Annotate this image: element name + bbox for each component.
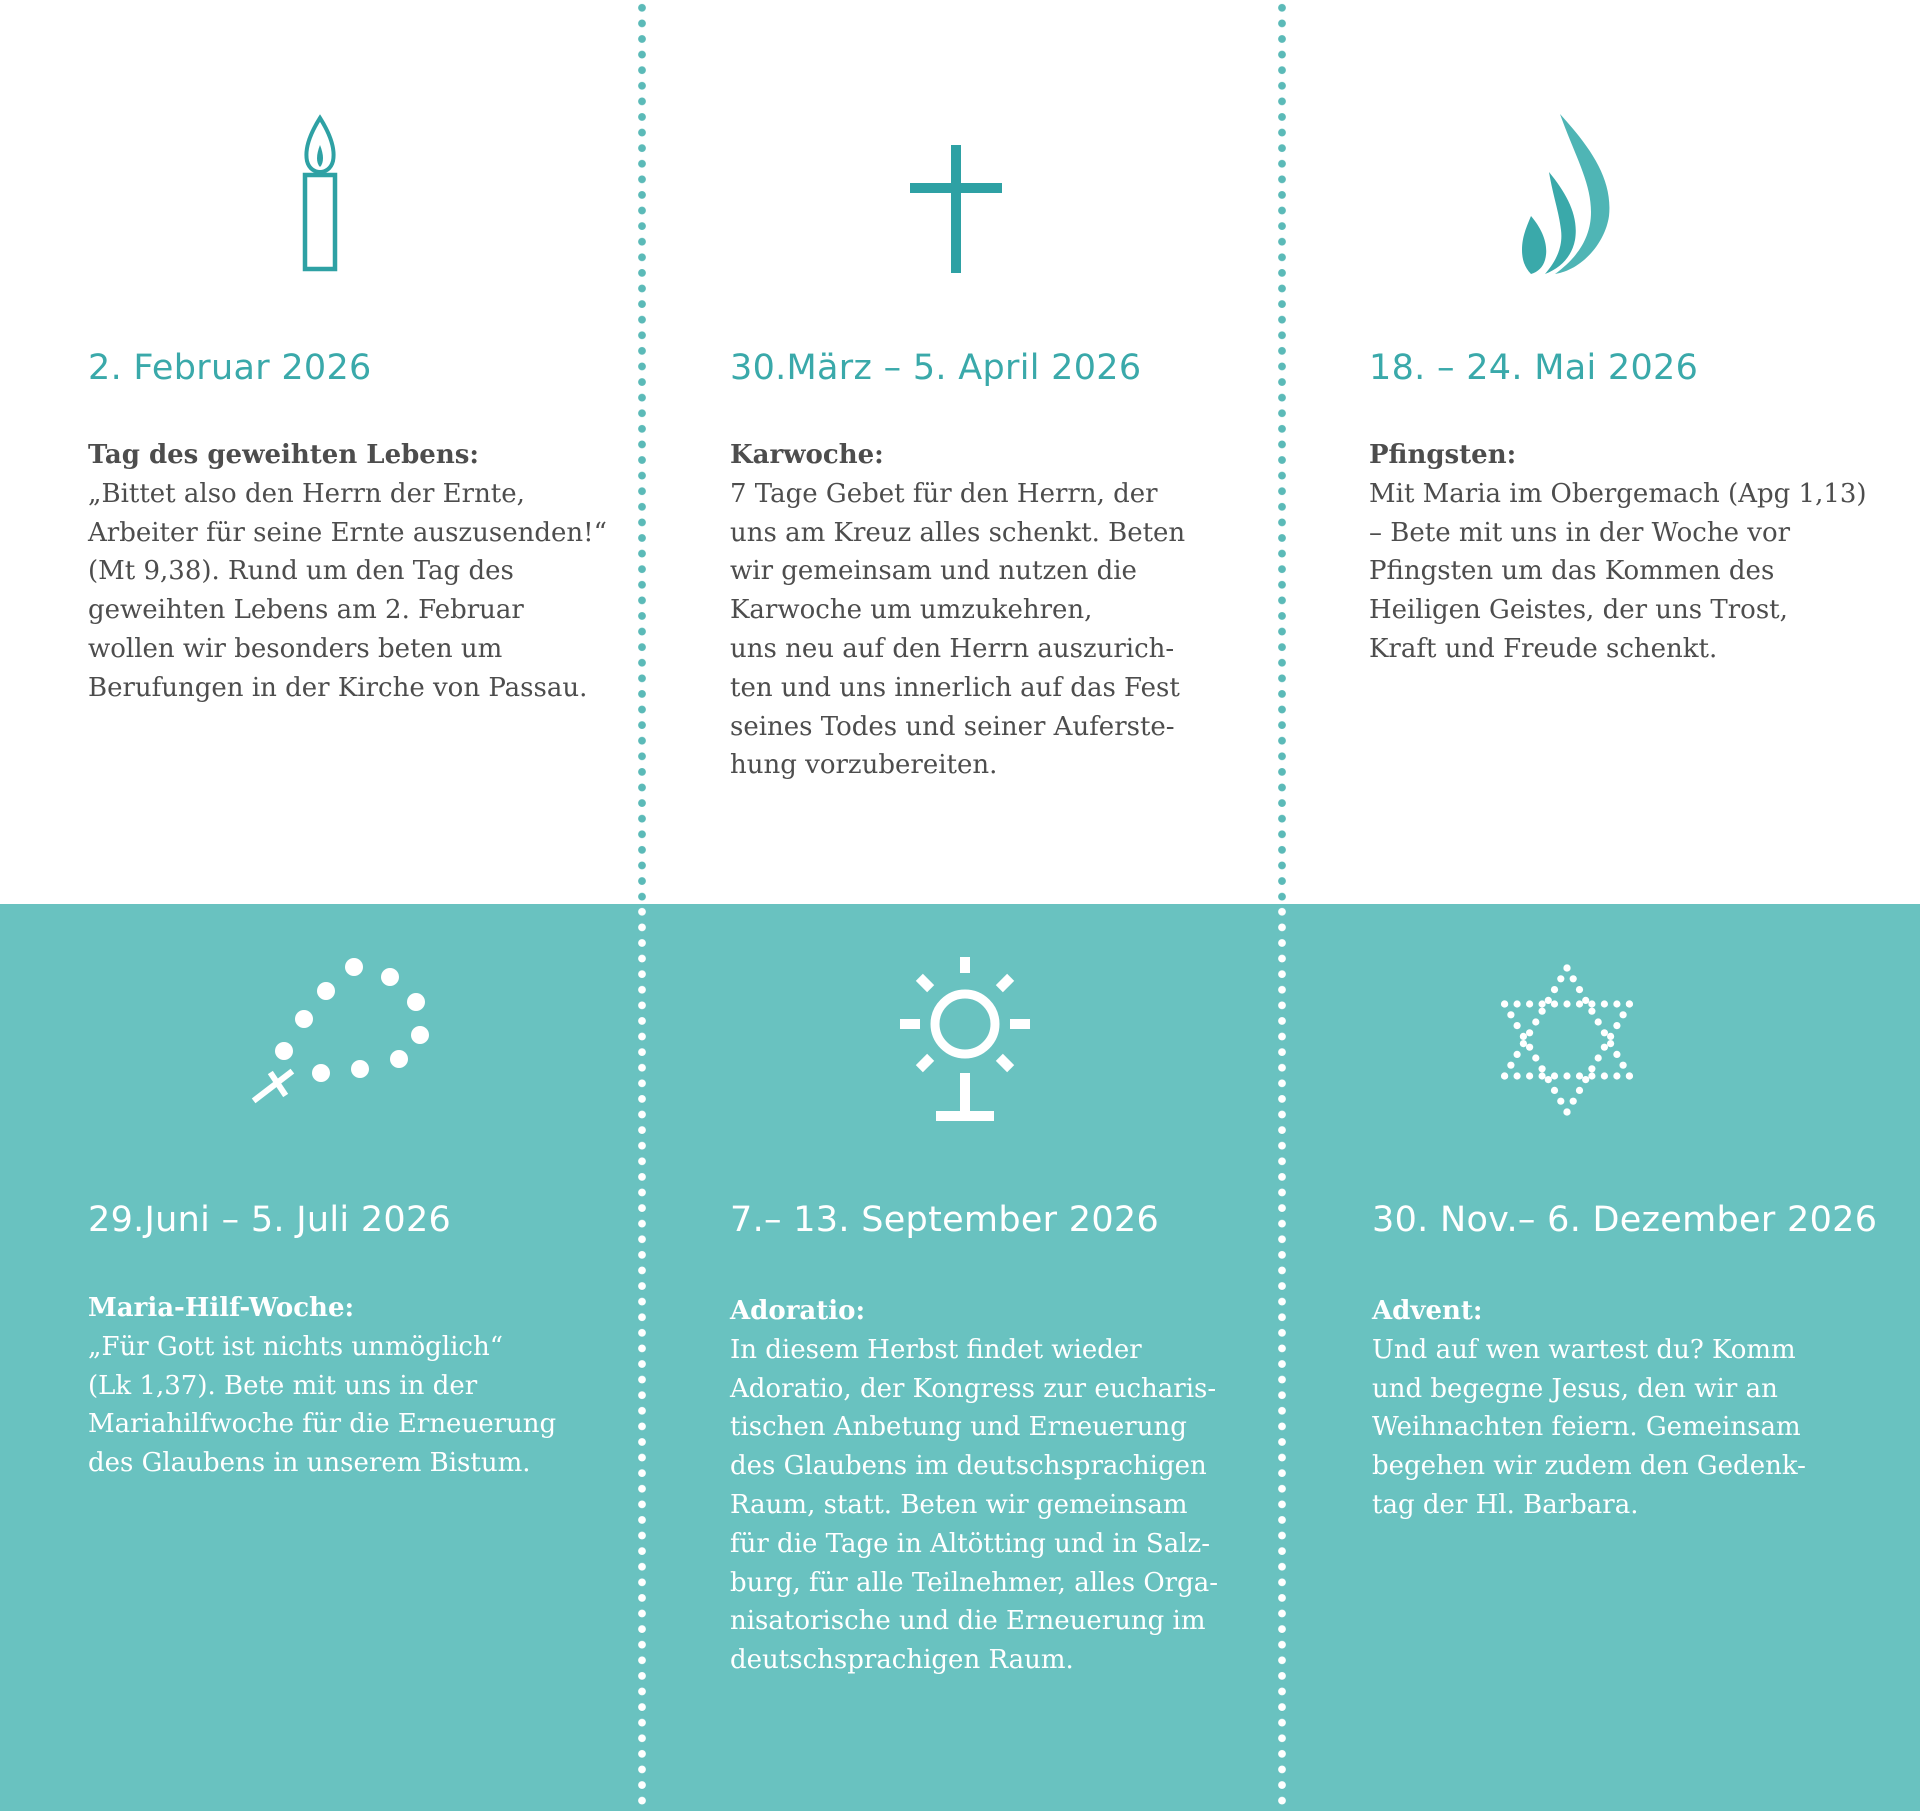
entry-date: 30.März – 5. April 2026	[730, 348, 1142, 388]
entry-line: nisatorische und die Erneuerung im	[730, 1606, 1206, 1637]
entry-line: Raum, statt. Beten wir gemeinsam	[730, 1489, 1188, 1520]
entry-line: Kraft und Freude schenkt.	[1369, 633, 1718, 664]
entry-description	[730, 436, 1290, 785]
entry-description	[730, 1292, 1290, 1680]
entry-description	[88, 1289, 648, 1483]
entry-line: des Glaubens in unserem Bistum.	[88, 1448, 531, 1479]
entry-line: wollen wir besonders beten um	[88, 633, 503, 664]
entry-line: wir gemeinsam und nutzen die	[730, 556, 1137, 587]
entry-date: 30. Nov.– 6. Dezember 2026	[1372, 1200, 1878, 1240]
entry-date: 7.– 13. September 2026	[730, 1200, 1160, 1240]
entry-line: „Für Gott ist nichts unmöglich“	[88, 1331, 503, 1362]
entry-line: geweihten Lebens am 2. Februar	[88, 595, 524, 626]
cross-icon	[908, 143, 1004, 275]
entry-heading: Maria-Hilf-Woche:	[88, 1293, 355, 1323]
entry-heading: Tag des geweihten Lebens:	[88, 440, 479, 470]
entry-line: deutschsprachigen Raum.	[730, 1645, 1074, 1676]
entry-line: begehen wir zudem den Gedenk-	[1372, 1451, 1806, 1482]
entry-line: ten und uns innerlich auf das Fest	[730, 672, 1180, 703]
entry-line: tischen Anbetung und Erneuerung	[730, 1412, 1187, 1443]
entry-line: 7 Tage Gebet für den Herrn, der	[730, 478, 1158, 509]
entry-description	[88, 436, 648, 708]
entry-line: Heiligen Geistes, der uns Trost,	[1369, 595, 1788, 626]
star-icon	[1482, 958, 1652, 1118]
entry-line: tag der Hl. Barbara.	[1372, 1489, 1639, 1520]
entry-line: des Glaubens im deutschsprachigen	[730, 1451, 1207, 1482]
entry-date: 29.Juni – 5. Juli 2026	[88, 1200, 452, 1240]
entry-heading: Adoratio:	[730, 1296, 866, 1326]
entry-line: und begegne Jesus, den wir an	[1372, 1373, 1778, 1404]
entry-line: Karwoche um umzukehren,	[730, 595, 1093, 626]
entry-line: uns am Kreuz alles schenkt. Beten	[730, 517, 1186, 548]
entry-date: 2. Februar 2026	[88, 348, 372, 388]
entry-line: burg, für alle Teilnehmer, alles Orga-	[730, 1567, 1218, 1598]
entry-line: Und auf wen wartest du? Komm	[1372, 1334, 1796, 1365]
entry-line: Pfingsten um das Kommen des	[1369, 556, 1775, 587]
entry-line: Adoratio, der Kongress zur eucharis-	[730, 1373, 1217, 1404]
entry-line: uns neu auf den Herrn auszurich-	[730, 633, 1175, 664]
entry-line: (Lk 1,37). Bete mit uns in der	[88, 1370, 478, 1401]
entry-description	[1369, 436, 1920, 669]
rosary-icon	[250, 955, 440, 1105]
entry-line: hung vorzubereiten.	[730, 750, 998, 781]
entry-line: „Bittet also den Herrn der Ernte,	[88, 478, 525, 509]
entry-line: Berufungen in der Kirche von Passau.	[88, 672, 588, 703]
entry-line: In diesem Herbst findet wieder	[730, 1334, 1142, 1365]
entry-line: seines Todes und seiner Auferste-	[730, 711, 1175, 742]
entry-line: Mit Maria im Obergemach (Apg 1,13)	[1369, 478, 1867, 509]
candle-icon	[295, 113, 345, 273]
entry-line: Weihnachten feiern. Gemeinsam	[1372, 1412, 1801, 1443]
entry-date: 18. – 24. Mai 2026	[1369, 348, 1699, 388]
flame-icon	[1515, 112, 1615, 277]
entry-heading: Karwoche:	[730, 440, 884, 470]
entry-line: für die Tage in Altötting und in Salz-	[730, 1528, 1211, 1559]
entry-line: – Bete mit uns in der Woche vor	[1369, 517, 1791, 548]
monstrance-icon	[898, 955, 1032, 1125]
entry-line: Mariahilfwoche für die Erneuerung	[88, 1409, 557, 1440]
entry-heading: Advent:	[1372, 1296, 1483, 1326]
entry-description	[1372, 1292, 1920, 1525]
entry-line: (Mt 9,38). Rund um den Tag des	[88, 556, 514, 587]
entry-heading: Pfingsten:	[1369, 440, 1517, 470]
entry-line: Arbeiter für seine Ernte auszusenden!“	[88, 517, 607, 548]
